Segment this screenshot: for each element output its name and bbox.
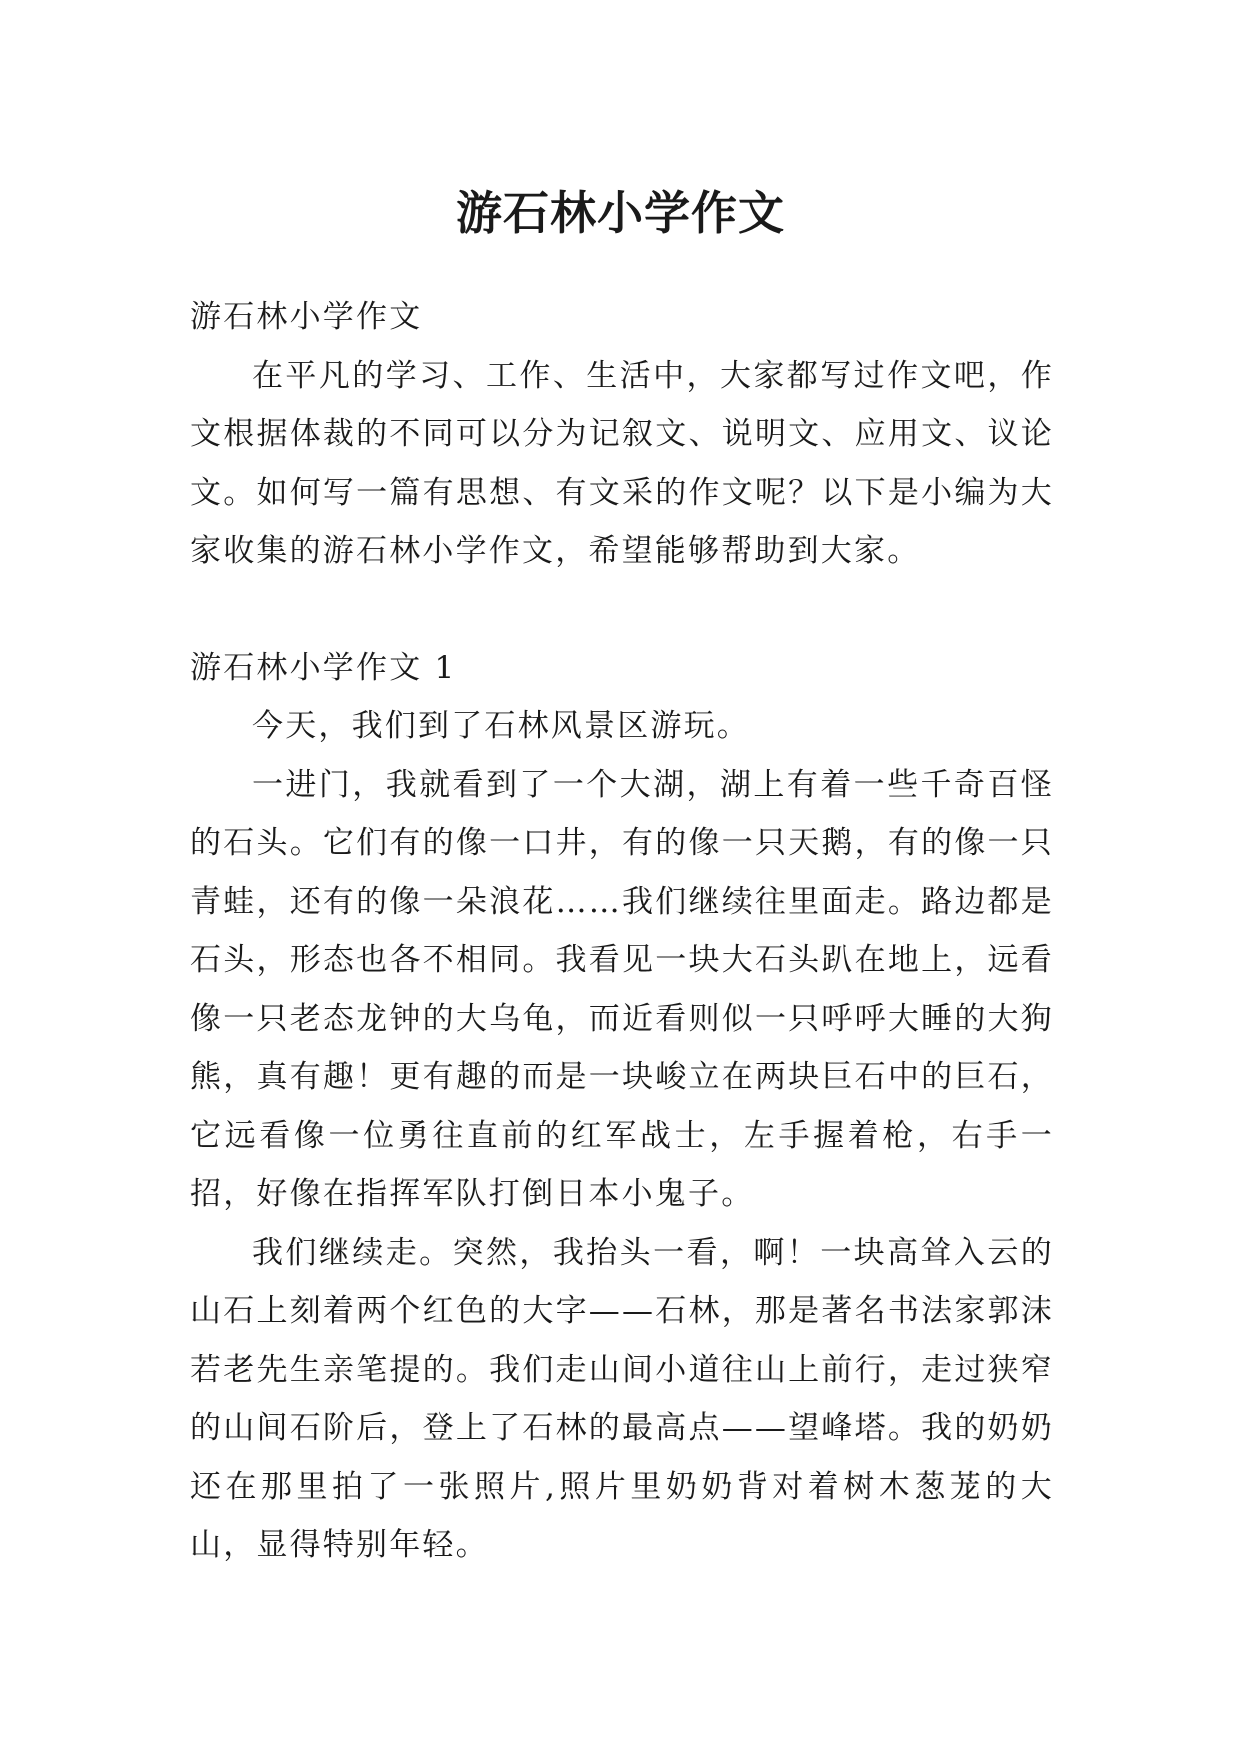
- essay-1-heading: 游石林小学作文 1: [190, 649, 457, 686]
- essay-1-paragraph-2: 一进门，我就看到了一个大湖，湖上有着一些千奇百怪的石头。它们有的像一口井，有的像一只天鹅，有的像一只青蛙，还有的像一朵浪花……我们继续往里面走。路边都是石头，形态也各不相同。我看见一块大石头趴在地上，远看像一只老态龙钟的大乌龟，而近看则似一只呼呼大睡的大狗熊，真有趣！更有趣的而是一块峻立在两块巨石中的巨石，它远看像一位勇往直前的红军战士，左手握着枪，右手一招，好像在指挥军队打倒日本小鬼子。: [190, 766, 1054, 1212]
- document-title: 游石林小学作文: [456, 185, 785, 240]
- document-body: [190, 288, 1054, 1575]
- essay-1-paragraph-1: 今天，我们到了石林风景区游玩。: [252, 708, 750, 744]
- essay-1-paragraph-3: 我们继续走。突然，我抬头一看，啊！一块高耸入云的山石上刻着两个红色的大字——石林，那是著名书法家郭沫若老先生亲笔提的。我们走山间小道往山上前行，走过狭窄的山间石阶后，登上了石林的最高点——望峰塔。我的奶奶还在那里拍了一张照片,照片里奶奶背对着树木葱茏的大山，显得特别年轻。: [190, 1234, 1054, 1563]
- intro-paragraph: 在平凡的学习、工作、生活中，大家都写过作文吧，作文根据体裁的不同可以分为记叙文、说明文、应用文、议论文。如何写一篇有思想、有文采的作文呢？以下是小编为大家收集的游石林小学作文，希望能够帮助到大家。: [190, 357, 1054, 569]
- section-spacer: [190, 581, 1054, 639]
- intro-heading: 游石林小学作文: [190, 299, 423, 335]
